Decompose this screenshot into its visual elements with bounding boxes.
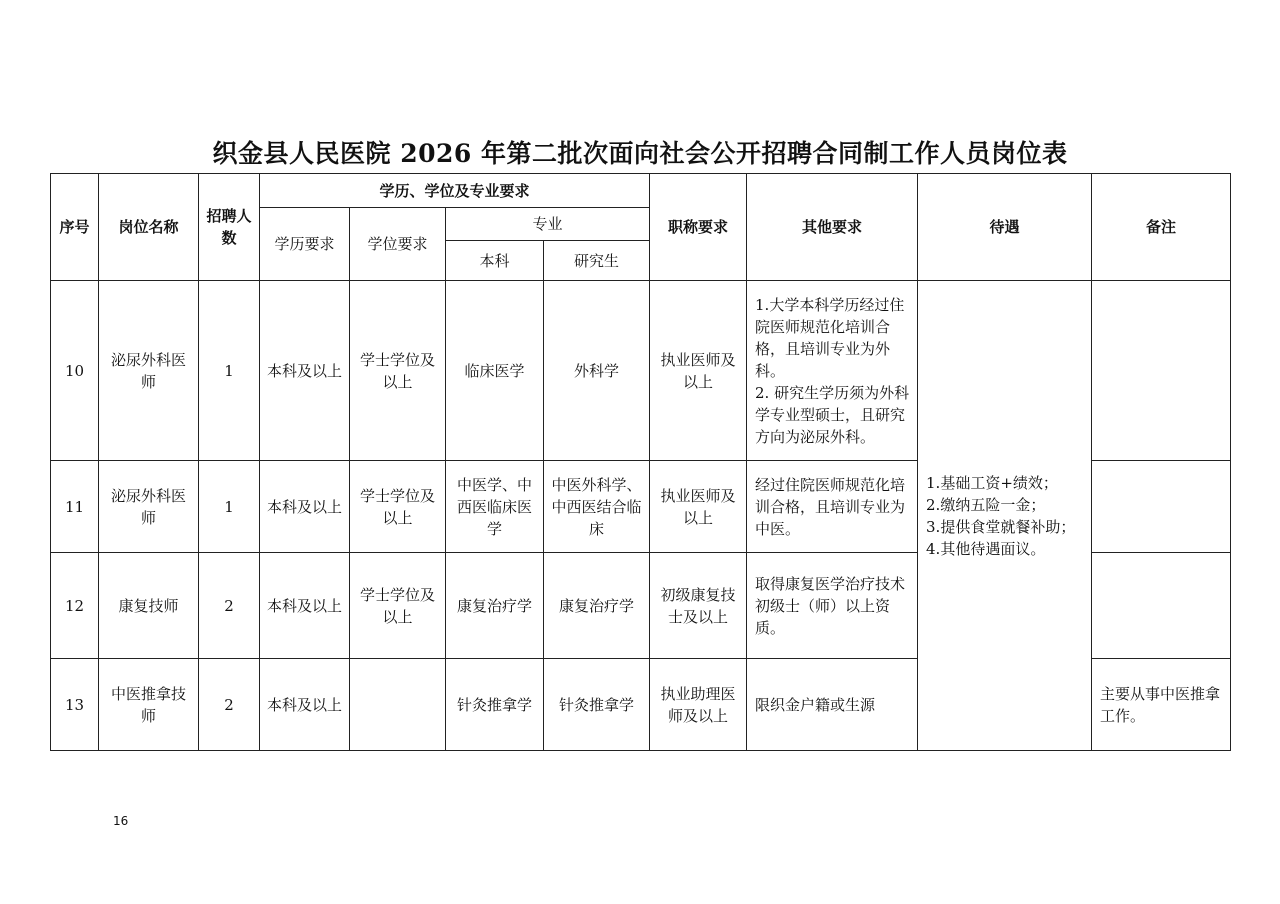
header-remarks: 备注 bbox=[1092, 174, 1231, 281]
cell-count: 2 bbox=[199, 553, 260, 659]
cell-other: 限织金户籍或生源 bbox=[747, 659, 918, 751]
header-graduate: 研究生 bbox=[544, 241, 650, 281]
header-benefits: 待遇 bbox=[918, 174, 1092, 281]
cell-degree: 学士学位及以上 bbox=[350, 461, 446, 553]
page-title: 织金县人民医院 2026 年第二批次面向社会公开招聘合同制工作人员岗位表 bbox=[212, 139, 1068, 168]
cell-undergrad: 针灸推拿学 bbox=[446, 659, 544, 751]
cell-position: 泌尿外科医师 bbox=[99, 461, 199, 553]
cell-title-req: 执业助理医师及以上 bbox=[650, 659, 747, 751]
cell-education: 本科及以上 bbox=[260, 461, 350, 553]
cell-seq: 10 bbox=[51, 281, 99, 461]
cell-undergrad: 中医学、中西医临床医学 bbox=[446, 461, 544, 553]
cell-undergrad: 康复治疗学 bbox=[446, 553, 544, 659]
cell-title-req: 初级康复技士及以上 bbox=[650, 553, 747, 659]
page-number: 16 bbox=[113, 814, 129, 828]
cell-position: 中医推拿技师 bbox=[99, 659, 199, 751]
cell-count: 1 bbox=[199, 281, 260, 461]
cell-position: 康复技师 bbox=[99, 553, 199, 659]
cell-degree: 学士学位及以上 bbox=[350, 281, 446, 461]
cell-remarks: 主要从事中医推拿工作。 bbox=[1092, 659, 1231, 751]
cell-other: 1.大学本科学历经过住院医师规范化培训合格，且培训专业为外科。 2. 研究生学历须为外科学专业型硕士，且研究方向为泌尿外科。 bbox=[747, 281, 918, 461]
header-undergrad: 本科 bbox=[446, 241, 544, 281]
header-education: 学历要求 bbox=[260, 208, 350, 281]
cell-seq: 13 bbox=[51, 659, 99, 751]
cell-degree: 学士学位及以上 bbox=[350, 553, 446, 659]
cell-remarks bbox=[1092, 553, 1231, 659]
cell-graduate: 中医外科学、中西医结合临床 bbox=[544, 461, 650, 553]
cell-education: 本科及以上 bbox=[260, 659, 350, 751]
cell-seq: 11 bbox=[51, 461, 99, 553]
header-title-req: 职称要求 bbox=[650, 174, 747, 281]
header-row-1 bbox=[51, 174, 1231, 208]
cell-education: 本科及以上 bbox=[260, 553, 350, 659]
positions-table bbox=[50, 173, 1231, 751]
cell-other: 经过住院医师规范化培训合格，且培训专业为中医。 bbox=[747, 461, 918, 553]
header-major-group: 专业 bbox=[446, 208, 650, 241]
cell-benefits: 1.基础工资+绩效； 2.缴纳五险一金； 3.提供食堂就餐补助； 4.其他待遇面议。 bbox=[918, 281, 1092, 751]
header-position: 岗位名称 bbox=[99, 174, 199, 281]
cell-remarks bbox=[1092, 281, 1231, 461]
header-seq: 序号 bbox=[51, 174, 99, 281]
cell-graduate: 康复治疗学 bbox=[544, 553, 650, 659]
header-degree: 学位要求 bbox=[350, 208, 446, 281]
cell-other: 取得康复医学治疗技术初级士（师）以上资质。 bbox=[747, 553, 918, 659]
cell-seq: 12 bbox=[51, 553, 99, 659]
cell-title-req: 执业医师及以上 bbox=[650, 461, 747, 553]
table-body bbox=[51, 281, 1231, 751]
cell-count: 1 bbox=[199, 461, 260, 553]
cell-remarks bbox=[1092, 461, 1231, 553]
header-other: 其他要求 bbox=[747, 174, 918, 281]
cell-graduate: 针灸推拿学 bbox=[544, 659, 650, 751]
cell-degree bbox=[350, 659, 446, 751]
cell-graduate: 外科学 bbox=[544, 281, 650, 461]
cell-education: 本科及以上 bbox=[260, 281, 350, 461]
cell-title-req: 执业医师及以上 bbox=[650, 281, 747, 461]
cell-position: 泌尿外科医师 bbox=[99, 281, 199, 461]
header-edu-group: 学历、学位及专业要求 bbox=[260, 174, 650, 208]
table-row bbox=[51, 281, 1231, 461]
cell-count: 2 bbox=[199, 659, 260, 751]
cell-undergrad: 临床医学 bbox=[446, 281, 544, 461]
header-count: 招聘人数 bbox=[199, 174, 260, 281]
